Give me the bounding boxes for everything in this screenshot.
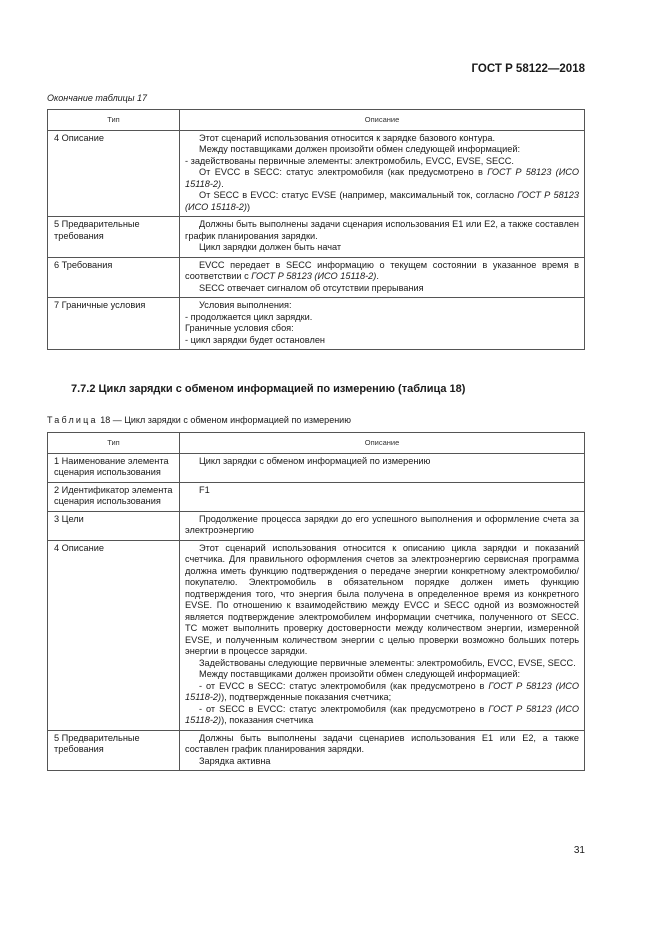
row-type: 6 Требования <box>48 257 180 298</box>
paragraph: Цикл зарядки с обменом информацией по измерению <box>199 455 431 466</box>
row-description <box>180 217 585 258</box>
paragraph: Между поставщиками должен произойти обмен следующей информацией: <box>199 144 521 154</box>
paragraph: SECC отвечает сигналом об отсутствии прерывания <box>199 282 424 293</box>
row-type: 4 Описание <box>48 130 180 217</box>
table-header-row <box>48 110 585 131</box>
paragraph: Этот сценарий использования относится к описанию цикла зарядки и показаний счетчика. Для правильного оформления счетов за электроэнергию сервисная программа должна иметь функцию подтверждения о передаче энергии конкретному электромобилю/покупателю. Электромобиль в обязательном порядке должен иметь функцию подтверждения того, что энергия была получена в определенное время из конкретного EVSE. По отношению к взаимодействию между EVCC и SECC одной из возможностей является подтверждение электромобилем информации счетчика, полученного от SECC. ТС может выполнить проверку достоверности между количеством энергии, измеренной EVSE, и полученным количеством энергии с целью проверки возможно больших потерь энергии в процессе зарядки. <box>185 542 579 656</box>
row-description <box>180 540 585 730</box>
row-type: 5 Предварительные требования <box>48 217 180 258</box>
table-row <box>48 217 585 258</box>
column-header-description: Описание <box>180 110 585 131</box>
paragraph: Должны быть выполнены задачи сценария использования E1 или E2, а также составлен график планирования зарядки. <box>185 219 579 241</box>
paragraph: Должны быть выполнены задачи сценариев использования E1 или E2, а также составлен график планирования зарядки. <box>185 732 579 754</box>
table-row <box>48 482 585 511</box>
paragraph: Условия выполнения: <box>199 300 292 310</box>
row-description <box>180 130 585 217</box>
paragraph: - от EVCC в SECC: статус электромобиля (как предусмотрено в ГОСТ Р 58123 (ИСО 15118-2)), подтвержденные показания счетчика; <box>185 680 579 702</box>
row-description <box>180 511 585 540</box>
paragraph: Задействованы следующие первичные элементы: электромобиль, EVCC, EVSE, SECC. <box>199 657 576 668</box>
standard-reference: ГОСТ Р 58123 (ИСО 15118-2) <box>185 190 580 212</box>
row-description <box>180 482 585 511</box>
table-row <box>48 540 585 730</box>
section-heading: 7.7.2 Цикл зарядки с обменом информацией по измерению (таблица 18) <box>71 383 466 395</box>
standard-reference: ГОСТ Р 58123 (ИСО 15118-2) <box>185 680 579 702</box>
row-description <box>180 298 585 350</box>
table-18 <box>47 432 585 771</box>
table-row <box>48 257 585 298</box>
row-description <box>180 730 585 771</box>
paragraph: F1 <box>199 484 210 495</box>
page-number: 31 <box>573 845 585 856</box>
table-header-row <box>48 433 585 454</box>
standard-reference: ГОСТ Р 58123 (ИСО 15118-2) <box>185 167 579 189</box>
row-type: 1 Наименование элемента сценария использования <box>48 453 180 482</box>
paragraph: Этот сценарий использования относится к зарядке базового контура. <box>199 132 496 143</box>
row-type: 3 Цели <box>48 511 180 540</box>
column-header-type: Тип <box>48 433 180 454</box>
row-type: 4 Описание <box>48 540 180 730</box>
standard-reference: ГОСТ Р 58123 (ИСО 15118-2) <box>251 271 377 281</box>
paragraph: - от SECC в EVCC: статус электромобиля (как предусмотрено в ГОСТ Р 58123 (ИСО 15118-2)), показания счетчика <box>185 703 579 725</box>
column-header-description: Описание <box>180 433 585 454</box>
table-17-caption: Окончание таблицы 17 <box>47 93 147 103</box>
paragraph: Между поставщиками должен произойти обмен следующей информацией: <box>199 669 521 679</box>
standard-reference: ГОСТ Р 58123 (ИСО 15118-2) <box>185 703 579 725</box>
row-type: 2 Идентификатор элемента сценария использования <box>48 482 180 511</box>
row-description <box>180 257 585 298</box>
paragraph: - цикл зарядки будет остановлен <box>185 334 326 345</box>
paragraph: Цикл зарядки должен быть начат <box>199 242 342 252</box>
paragraph: От EVCC в SECC: статус электромобиля (как предусмотрено в ГОСТ Р 58123 (ИСО 15118-2). <box>185 167 579 189</box>
row-type: 7 Граничные условия <box>48 298 180 350</box>
table-row <box>48 730 585 771</box>
row-type: 5 Предварительные требования <box>48 730 180 771</box>
table-17 <box>47 109 585 350</box>
document-id: ГОСТ Р 58122—2018 <box>471 63 585 75</box>
paragraph: - продолжается цикл зарядки. <box>185 311 313 322</box>
table-row <box>48 511 585 540</box>
paragraph: EVCC передает в SECC информацию о текущем состоянии в указанное время в соответствии с ГОСТ Р 58123 (ИСО 15118-2). <box>185 259 579 281</box>
column-header-type: Тип <box>48 110 180 131</box>
paragraph: От SECC в EVCC: статус EVSE (например, максимальный ток, согласно ГОСТ Р 58123 (ИСО 15118-2)) <box>185 190 580 212</box>
paragraph: Продолжение процесса зарядки до его успешного выполнения и оформление счета за электроэнергию <box>185 513 579 535</box>
table-row <box>48 298 585 350</box>
table-18-caption: Таблица 18 — Цикл зарядки с обменом информацией по измерению <box>47 415 351 425</box>
table-row <box>48 130 585 217</box>
row-description <box>180 453 585 482</box>
paragraph: - задействованы первичные элементы: электромобиль, EVCC, EVSE, SECC. <box>185 155 514 166</box>
paragraph: Зарядка активна <box>199 755 271 766</box>
paragraph: Граничные условия сбоя: <box>185 323 294 333</box>
table-row <box>48 453 585 482</box>
